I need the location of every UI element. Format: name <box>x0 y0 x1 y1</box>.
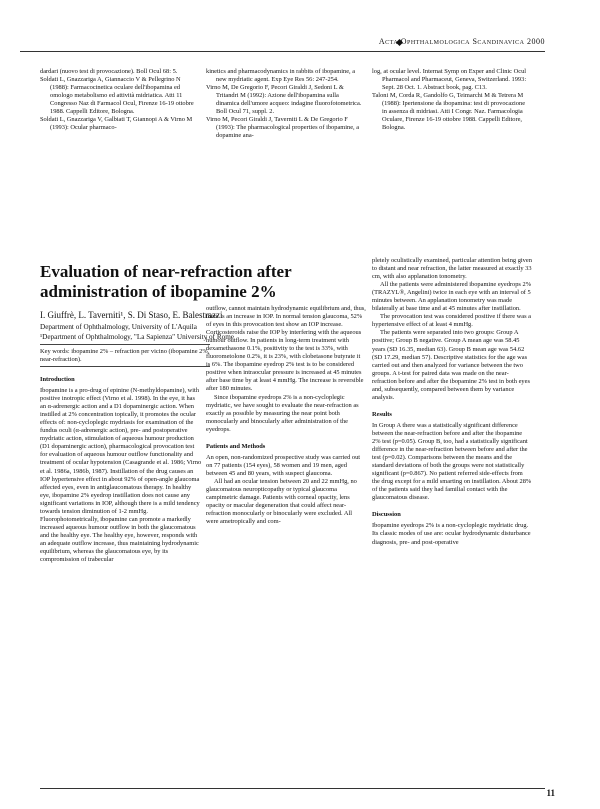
keywords: Key words: ibopamine 2% – refraction per vicino (ibopamine 2%, near-refraction). <box>40 348 210 363</box>
paragraph: In Group A there was a statistically significant difference between the near-refraction before and after the ibopamine 2% test (p=0.05). Group B, too, had a statistically significant difference in the near-refraction between before and after the test (p=0.02). Comparisons between the means and the standard deviations of both the groups were not statistically significant (p=0.867). No patient referred side-effects from the drug except for a mild smarting on instillation. About 28% of the patients said they had familial contact with the glaucomatous disease. <box>372 421 532 502</box>
paragraph: An open, non-randomized prospective study was carried out on 77 patients (154 eyes), 58 women and 19 men, aged between 45 and 80 years, with suspect glaucoma. <box>206 453 361 477</box>
references-column-2 <box>206 68 363 140</box>
affiliations <box>40 323 234 342</box>
paragraph: Ibopamine eyedrops 2% is a non-cycloplegic mydriatic drug. Its classic modes of use are: ocular hydrodynamic disturbance diagnosis, pre- and post-operative <box>372 522 531 546</box>
journal-name: Acta Ophthalmologica Scandinavica 2000 <box>378 37 545 46</box>
paragraph: All had an ocular tension between 20 and 22 mmHg, no glaucomatous neuropticopathy or typical glaucoma campimetric damage. Patients with corneal opacity, lens opacity or macular degeneration that could affect near-refraction monocularly or binocularly were excluded. All were ametropically and com- <box>206 477 357 526</box>
article-authors: I. Giuffrè, L. Taverniti¹, S. Di Staso, E. Balestrazzi <box>40 310 223 320</box>
paragraph: outflow, cannot maintain hydrodynamic equilibrium and, thus, there is an increase in IOP. In normal tension glaucoma, 52% of eyes in this provocation test show an IOP increase. Corticosteroids raise the IOP by interfering with the aqueous humour outflow. In patients in long-term treatment with dexamethasone 0.1%, positivity to the test is 33%, with fluorometolone 0.2%, it is 23%, with clobetasone butyrate it is 6%. The ibopamine eyedrop 2% test is to be considered positive when intraocular pressure is increased at 45 minutes after base time by at least 4 mmHg. The increase is reversible after 180 minutes. <box>206 305 366 393</box>
reference-item: Soldati L, Gnazzariga A, Giannaccio V & Pellegrino N (1988): Farmacocinetica oculare dell'ibopamina ed omologo metabolismo ed attività midriatica. Atti 11 Congresso Naz di Farmacol Ocul, Firenze 16-19 ottobre 1988. Cappelli Editore, Bologna. <box>40 76 194 116</box>
article-title: Evaluation of near-refraction after administration of ibopamine 2% <box>40 262 292 301</box>
footer-rule <box>40 788 545 789</box>
divider <box>40 366 210 367</box>
running-header <box>20 37 545 52</box>
section-heading-patients-methods: Patients and Methods <box>206 442 266 450</box>
references-column-1 <box>40 68 198 132</box>
reference-item: dardari (nuovo test di provocazione). Boll Ocul 68: 5. <box>40 68 178 75</box>
paragraph: Since ibopamine eyedrops 2% is a non-cycloplegic mydriatic, we have sought to evaluate the near-refraction as exactly as possible by measuring the near point both monocularly and binocularly after administration of the eyedrops. <box>206 393 359 433</box>
paragraph: The patients were separated into two groups: Group A positive; Group B negative. Group A mean age was 58.45 years (SD 16.35, median 63). Group B mean age was 54.62 (SD 17.29, median 57). Descriptive statistics for the age was carried out and then analyzed for variance between the two groups. A t-test for paired data was made on the near-refraction before and after the ibopamine 2% test in both eyes and, subsequently, compared between them by variance analysis. <box>372 329 530 401</box>
reference-item: Soldati L, Gnazzariga V, Galbiati T, Giannopi A & Virno M (1993): Ocular pharmaco- <box>40 116 193 132</box>
reference-item: Virno M, De Gregorio F, Pecori Giraldi J, Sedoni L & Tritandri M (1992): Azione dell'ibopamina sulla dinamica dell'umore acqueo: indagine fluorofotometrica. Boll Ocul 71, suppl. 2. <box>206 84 362 116</box>
body-column-3 <box>372 257 532 547</box>
paragraph: The provocation test was considered positive if there was a hypertensive effect of at least 4 mmHg. <box>372 313 532 329</box>
paragraph: Ibopamine is a pro-drug of epinine (N-methyldopamine), with positive inotropic effect (Virno et al. 1998). In the eye, it has an α-adrenergic action and a D1 dopaminergic action. When instilled at 2% concentration topically, it promotes the ocular effects of: non-cycloplegic mydriasis for examination of the fundus oculi (α-adrenergic action), pre- and postoperative mydriatic action, stimulation of aqueous humour production (D1 dopaminergic action), pharmacological provocation test for evaluation of aqueous humour outflow functionality and treatment of ocular hypotension (Casagrande et al. 1986; Virno et al. 1986a, 1986b, 1987). Instillation of the drug causes an IOP hypertensive effect in about 92% of open-angle glaucoma affected eyes, even in antiglaucomatous therapy. In healthy eye, ibopamine 2% eyedrop instillation does not cause any significant variations in IOP, although there is a mild tendency towards tension diminution of 1-2 mmHg. Fluorophotometrically, ibopamine can promote a markedly increased aqueous humour outflow in both the glaucomatous and the healthy eye. The healthy eye, however, responds with an adequate outflow increase, thus maintaining hydrodynamic equilibrium, whereas the glaucomatous eye, by its compromission of trabecular <box>40 387 202 564</box>
body-column-1 <box>40 371 202 564</box>
section-heading-discussion: Discussion <box>372 511 401 519</box>
section-heading-results: Results <box>372 410 392 418</box>
body-column-2 <box>206 305 366 526</box>
reference-item: Taloni M, Corda R, Gandolfo G, Teimarchi M & Tetrera M (1988): Ipertensione da ibopamina: test di provocazione in assenza di midriasi. Atti I Congr. Naz. Farmacologia Oculare, Firenze 16-19 ottobre 1988. Cappelli Editore, Bologna. <box>372 92 526 132</box>
reference-item: log, at ocular level. Internat Symp on Exper and Clinic Ocul Pharmacol and Pharmaceut, Geneva, Switzerland. 1993: Sept. 28 Oct. 1. Abstract book, pag. C13. <box>372 68 527 92</box>
reference-item: Virno M, Pecori Giraldi J, Taverniti L & De Gregorio F (1993): The pharmacological properties of ibopamine, a dopamine ana- <box>206 116 360 140</box>
divider <box>40 344 210 345</box>
affiliation-1: Department of Ophthalmology, University of L'Aquila <box>40 323 197 331</box>
paragraph: pletely oculistically examined, particular attention being given to distant and near refraction, the latter measured at exactly 33 cm, with also applanation tonometry. <box>372 257 532 281</box>
references-column-3 <box>372 68 530 132</box>
paragraph: All the patients were administered ibopamine eyedrops 2% (TRAZYL®, Angelini) twice in each eye with an interval of 5 minutes between. An applanation tonometry was made bilaterally at base time and at 45 minutes after instillation. <box>372 281 532 313</box>
reference-item: kinetics and pharmacodynamics in rabbits of ibopamine, a new mydriatic agent. Exp Eye Res 56: 247-254. <box>206 68 356 84</box>
affiliation-2: ¹Department of Ophthalmology, "La Sapienza" University of Rome <box>40 332 234 341</box>
section-heading-introduction: Introduction <box>40 376 75 383</box>
page-number: 11 <box>546 788 555 798</box>
